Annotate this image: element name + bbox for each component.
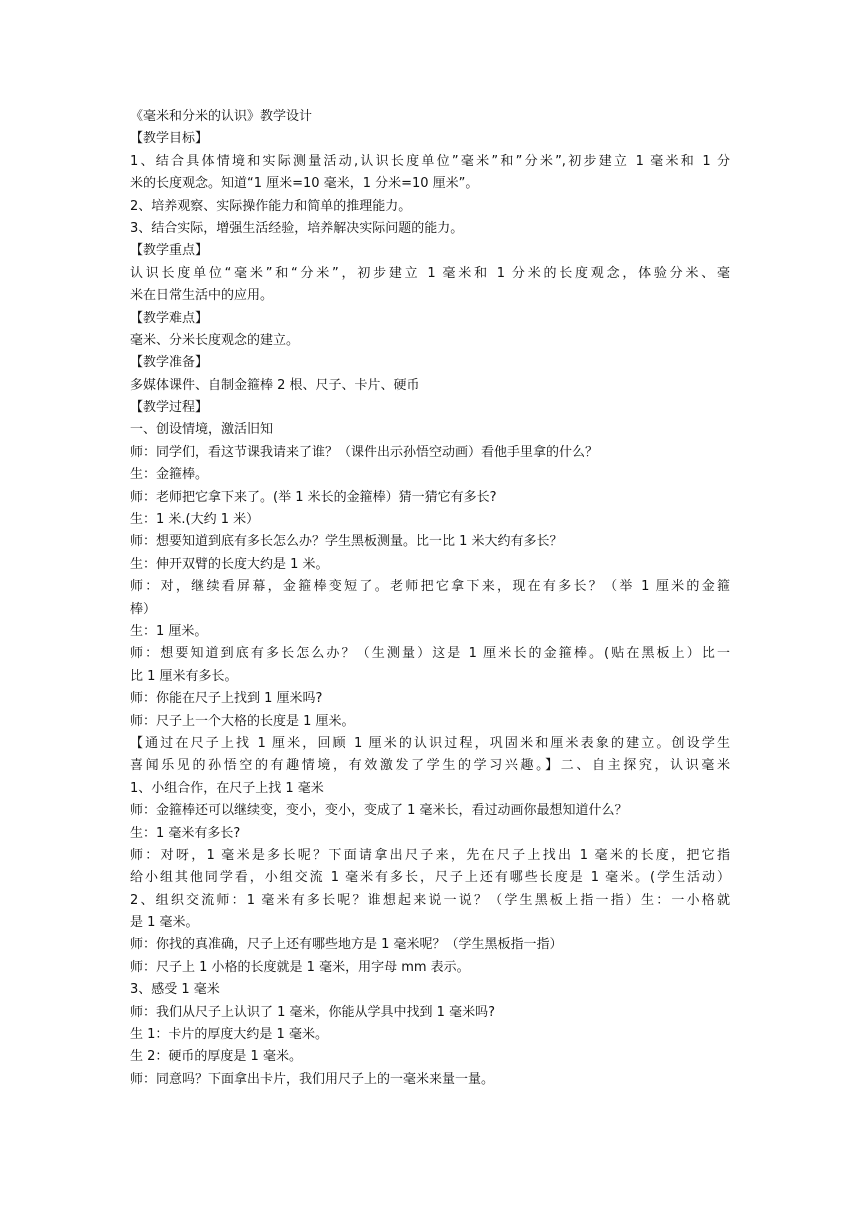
text-line: 《毫米和分米的认识》教学设计 bbox=[130, 109, 313, 124]
text-line: 3、感受 1 毫米 bbox=[130, 982, 220, 998]
text-line: 生：1 毫米有多长? bbox=[130, 825, 241, 841]
text-line: 师：想要知道到底有多长怎么办？学生黑板测量。比一比 1 米大约有多长？ bbox=[130, 534, 563, 550]
text-line: 1、结合具体情境和实际测量活动,认识长度单位”毫米”和”分米”,初步建立 1 毫米和 1 分 bbox=[130, 153, 730, 169]
text-line: 师：同意吗？下面拿出卡片，我们用尺子上的一毫米来量一量。 bbox=[130, 1071, 495, 1087]
text-line: 2、培养观察、实际操作能力和简单的推理能力。 bbox=[130, 198, 412, 214]
text-line: 【教学重点】 bbox=[130, 243, 209, 259]
text-line: 生：1 米.(大约 1 米） bbox=[130, 512, 260, 528]
text-line: 是 1 毫米。 bbox=[130, 915, 199, 931]
text-line: 师：我们从尺子上认识了 1 毫米，你能从学具中找到 1 毫米吗? bbox=[130, 1004, 495, 1020]
text-line: 【通过在尺子上找 1 厘米，回顾 1 厘米的认识过程，巩固米和厘米表象的建立。创设学生 bbox=[130, 735, 730, 751]
text-line: 【教学准备】 bbox=[130, 355, 209, 371]
text-line: 毫米、分米长度观念的建立。 bbox=[130, 332, 300, 348]
text-line: 【教学难点】 bbox=[130, 310, 209, 326]
text-line: 师：对，继续看屏幕，金箍棒变短了。老师把它拿下来，现在有多长？（举 1 厘米的金箍 bbox=[130, 579, 730, 595]
text-line: 师：你能在尺子上找到 1 厘米吗? bbox=[130, 691, 323, 707]
text-line: 2、组织交流师：1 毫米有多长呢？谁想起来说一说？（学生黑板上指一指）生：一小格就 bbox=[130, 892, 730, 908]
text-line: 师：同学们，看这节课我请来了谁？（课件出示孙悟空动画）看他手里拿的什么？ bbox=[130, 444, 599, 460]
text-line: 师：尺子上 1 小格的长度就是 1 毫米，用字母 mm 表示。 bbox=[130, 959, 470, 975]
text-line: 棒） bbox=[130, 601, 157, 617]
document-body bbox=[130, 106, 730, 1091]
text-line: 师：尺子上一个大格的长度是 1 厘米。 bbox=[130, 713, 355, 729]
text-line: 师：你找的真准确，尺子上还有哪些地方是 1 毫米呢？（学生黑板指一指） bbox=[130, 937, 563, 953]
text-line: 多媒体课件、自制金箍棒 2 根、尺子、卡片、硬币 bbox=[130, 377, 420, 393]
text-line: 生 1：卡片的厚度大约是 1 毫米。 bbox=[130, 1027, 328, 1043]
text-line: 一、创设情境，激活旧知 bbox=[130, 422, 274, 438]
text-line: 生 2：硬币的厚度是 1 毫米。 bbox=[130, 1049, 302, 1065]
text-line: 师：对呀，1 毫米是多长呢？下面请拿出尺子来，先在尺子上找出 1 毫米的长度，把它指 bbox=[130, 847, 730, 863]
text-line: 认识长度单位“毫米”和“分米”，初步建立 1 毫米和 1 分米的长度观念，体验分米、毫 bbox=[130, 265, 730, 281]
text-line: 师：金箍棒还可以继续变，变小，变小，变成了 1 毫米长，看过动画你最想知道什么？ bbox=[130, 803, 628, 819]
text-line: 3、结合实际，增强生活经验，培养解决实际问题的能力。 bbox=[130, 220, 464, 236]
text-line: 比 1 厘米有多长。 bbox=[130, 668, 238, 684]
text-line: 米在日常生活中的应用。 bbox=[130, 288, 274, 304]
text-line: 生：1 厘米。 bbox=[130, 623, 208, 639]
text-line: 【教学目标】 bbox=[130, 131, 209, 147]
text-line: 生：金箍棒。 bbox=[130, 467, 209, 483]
text-line: 【教学过程】 bbox=[130, 400, 209, 416]
text-line: 喜闻乐见的孙悟空的有趣情境，有效激发了学生的学习兴趣。】二、自主探究，认识毫米 bbox=[130, 758, 730, 774]
text-line: 米的长度观念。知道“1 厘米=10 毫米，1 分米=10 厘米”。 bbox=[130, 176, 479, 192]
text-line: 师：老师把它拿下来了。(举 1 米长的金箍棒）猜一猜它有多长? bbox=[130, 489, 497, 505]
text-line: 1、小组合作，在尺子上找 1 毫米 bbox=[130, 780, 324, 796]
text-line: 师：想要知道到底有多长怎么办？（生测量）这是 1 厘米长的金箍棒。(贴在黑板上）比一 bbox=[130, 646, 730, 662]
text-line: 生：伸开双臂的长度大约是 1 米。 bbox=[130, 556, 329, 572]
text-line: 给小组其他同学看，小组交流 1 毫米有多长，尺子上还有哪些长度是 1 毫米。(学生活动） bbox=[130, 870, 730, 886]
